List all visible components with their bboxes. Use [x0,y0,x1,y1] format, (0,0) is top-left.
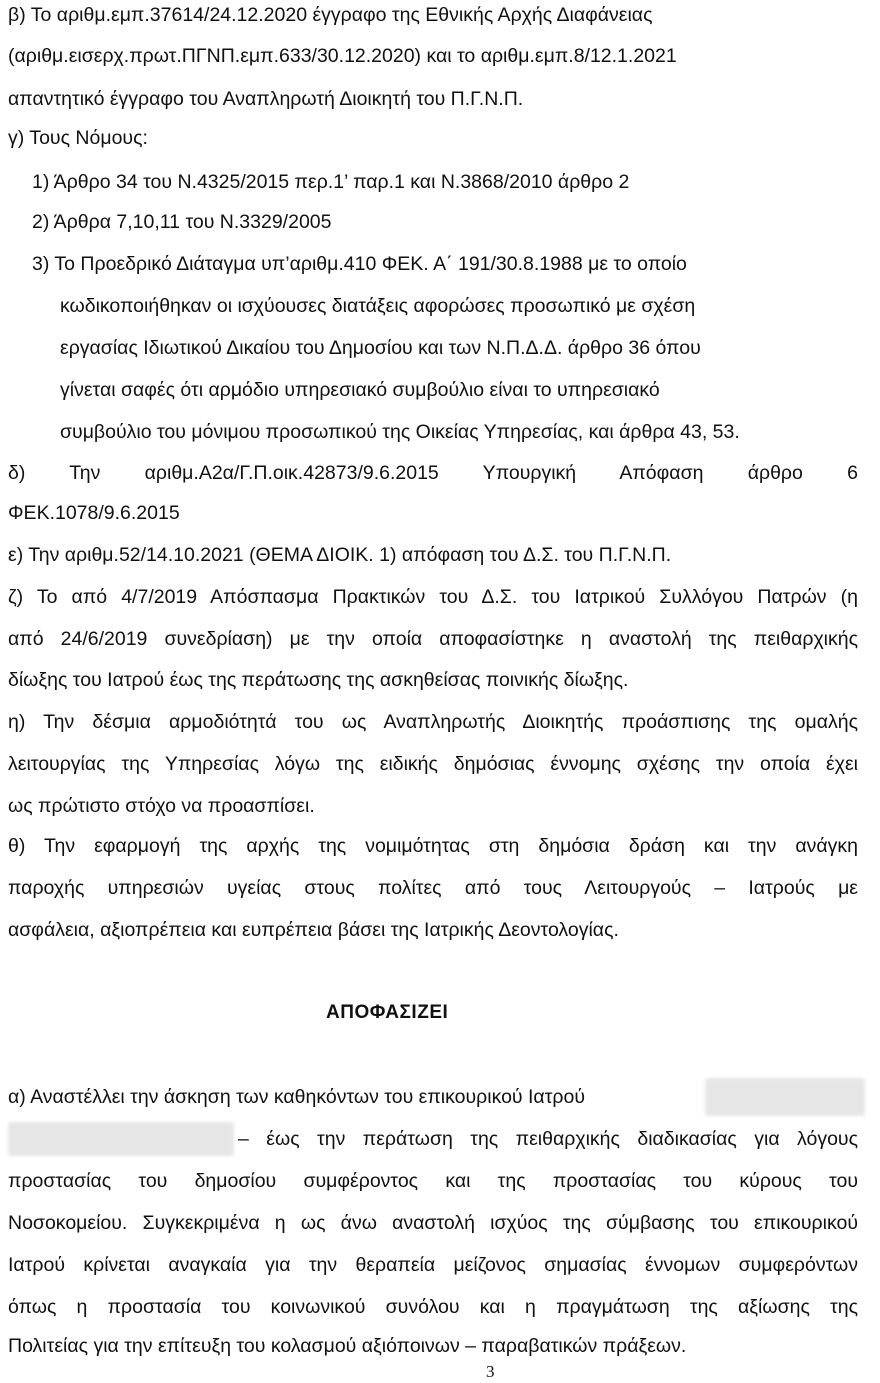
text-line: δίωξης του Ιατρού έως της περάτωσης της ασκηθείσας ποινικής δίωξης. [8,669,629,691]
text-line: παροχής υπηρεσιών υγείας στους πολίτες από τους Λειτουργούς – Ιατρούς με [8,877,858,899]
text-line: από 24/6/2019 συνεδρίαση) με την οποία αποφασίστηκε η αναστολή της πειθαρχικής [8,628,858,650]
text-line: Ιατρού κρίνεται αναγκαία για την θεραπεία μείζονος σημασίας έννομων συμφερόντων [8,1254,858,1276]
text-line: γ) Τους Νόμους: [8,127,148,149]
text-line: ως πρώτιστο στόχο να προασπίσει. [8,795,315,817]
redacted-name [705,1078,865,1116]
text-line: (αριθμ.εισερχ.πρωτ.ΠΓΝΠ.εμπ.633/30.12.2020) και το αριθμ.εμπ.8/12.1.2021 [8,45,677,67]
text-line: ασφάλεια, αξιοπρέπεια και ευπρέπεια βάσει της Ιατρικής Δεοντολογίας. [8,919,619,941]
text-line: ΦΕΚ.1078/9.6.2015 [8,502,180,524]
text-line: ζ) Το από 4/7/2019 Απόσπασμα Πρακτικών του Δ.Σ. του Ιατρικού Συλλόγου Πατρών (η [8,586,858,608]
text-line: Νοσοκομείου. Συγκεκριμένα η ως άνω αναστολή ισχύος της σύμβασης του επικουρικού [8,1212,858,1234]
text-line: η) Την δέσμια αρμοδιότητά του ως Αναπληρωτής Διοικητής προάσπισης της ομαλής [8,711,858,733]
text-line: – έως την περάτωση της πειθαρχικής διαδικασίας για λόγους [238,1128,858,1150]
text-line: ε) Την αριθμ.52/14.10.2021 (ΘΕΜΑ ΔΙΟΙΚ. 1) απόφαση του Δ.Σ. του Π.Γ.Ν.Π. [8,544,672,566]
text-line: εργασίας Ιδιωτικού Δικαίου του Δημοσίου και των Ν.Π.Δ.Δ. άρθρο 36 όπου [60,337,701,359]
text-line: Πολιτείας για την επίτευξη του κολασμού αξιόποινων – παραβατικών πράξεων. [8,1335,687,1357]
text-line: απαντητικό έγγραφο του Αναπληρωτή Διοικητή του Π.Γ.Ν.Π. [8,88,524,110]
redacted-name [8,1122,234,1156]
text-line: θ) Την εφαρμογή της αρχής της νομιμότητας στη δημόσια δράση και την ανάγκη [8,835,858,857]
text-line: συμβούλιο του μόνιμου προσωπικού της Οικείας Υπηρεσίας, και άρθρα 43, 53. [60,421,740,443]
text-line: όπως η προστασία του κοινωνικού συνόλου και η πραγμάτωση της αξίωσης της [8,1296,858,1318]
page-number: 3 [486,1362,495,1381]
decision-heading: ΑΠΟΦΑΣΙΖΕΙ [326,1002,449,1023]
list-item: 3) Το Προεδρικό Διάταγμα υπ’αριθμ.410 ΦΕΚ. Α΄ 191/30.8.1988 με το οποίο [32,253,687,275]
text-line: γίνεται σαφές ότι αρμόδιο υπηρεσιακό συμβούλιο είναι το υπηρεσιακό [60,379,660,401]
list-item: 2) Άρθρα 7,10,11 του Ν.3329/2005 [32,211,332,233]
text-line: προστασίας του δημοσίου συμφέροντος και της προστασίας του κύρους του [8,1170,858,1192]
text-line: κωδικοποιήθηκαν οι ισχύουσες διατάξεις αφορώσες προσωπικό με σχέση [60,295,696,317]
list-item: 1) Άρθρο 34 του Ν.4325/2015 περ.1’ παρ.1 και Ν.3868/2010 άρθρο 2 [32,171,630,193]
text-line: δ) Την αριθμ.Α2α/Γ.Π.οικ.42873/9.6.2015 Υπουργική Απόφαση άρθρο 6 [8,462,858,484]
text-line: α) Αναστέλλει την άσκηση των καθηκόντων του επικουρικού Ιατρού [8,1086,586,1108]
text-line: β) Το αριθμ.εμπ.37614/24.12.2020 έγγραφο της Εθνικής Αρχής Διαφάνειας [8,4,653,26]
text-line: λειτουργίας της Υπηρεσίας λόγω της ειδικής δημόσιας έννομης σχέσης την οποία έχει [8,753,858,775]
